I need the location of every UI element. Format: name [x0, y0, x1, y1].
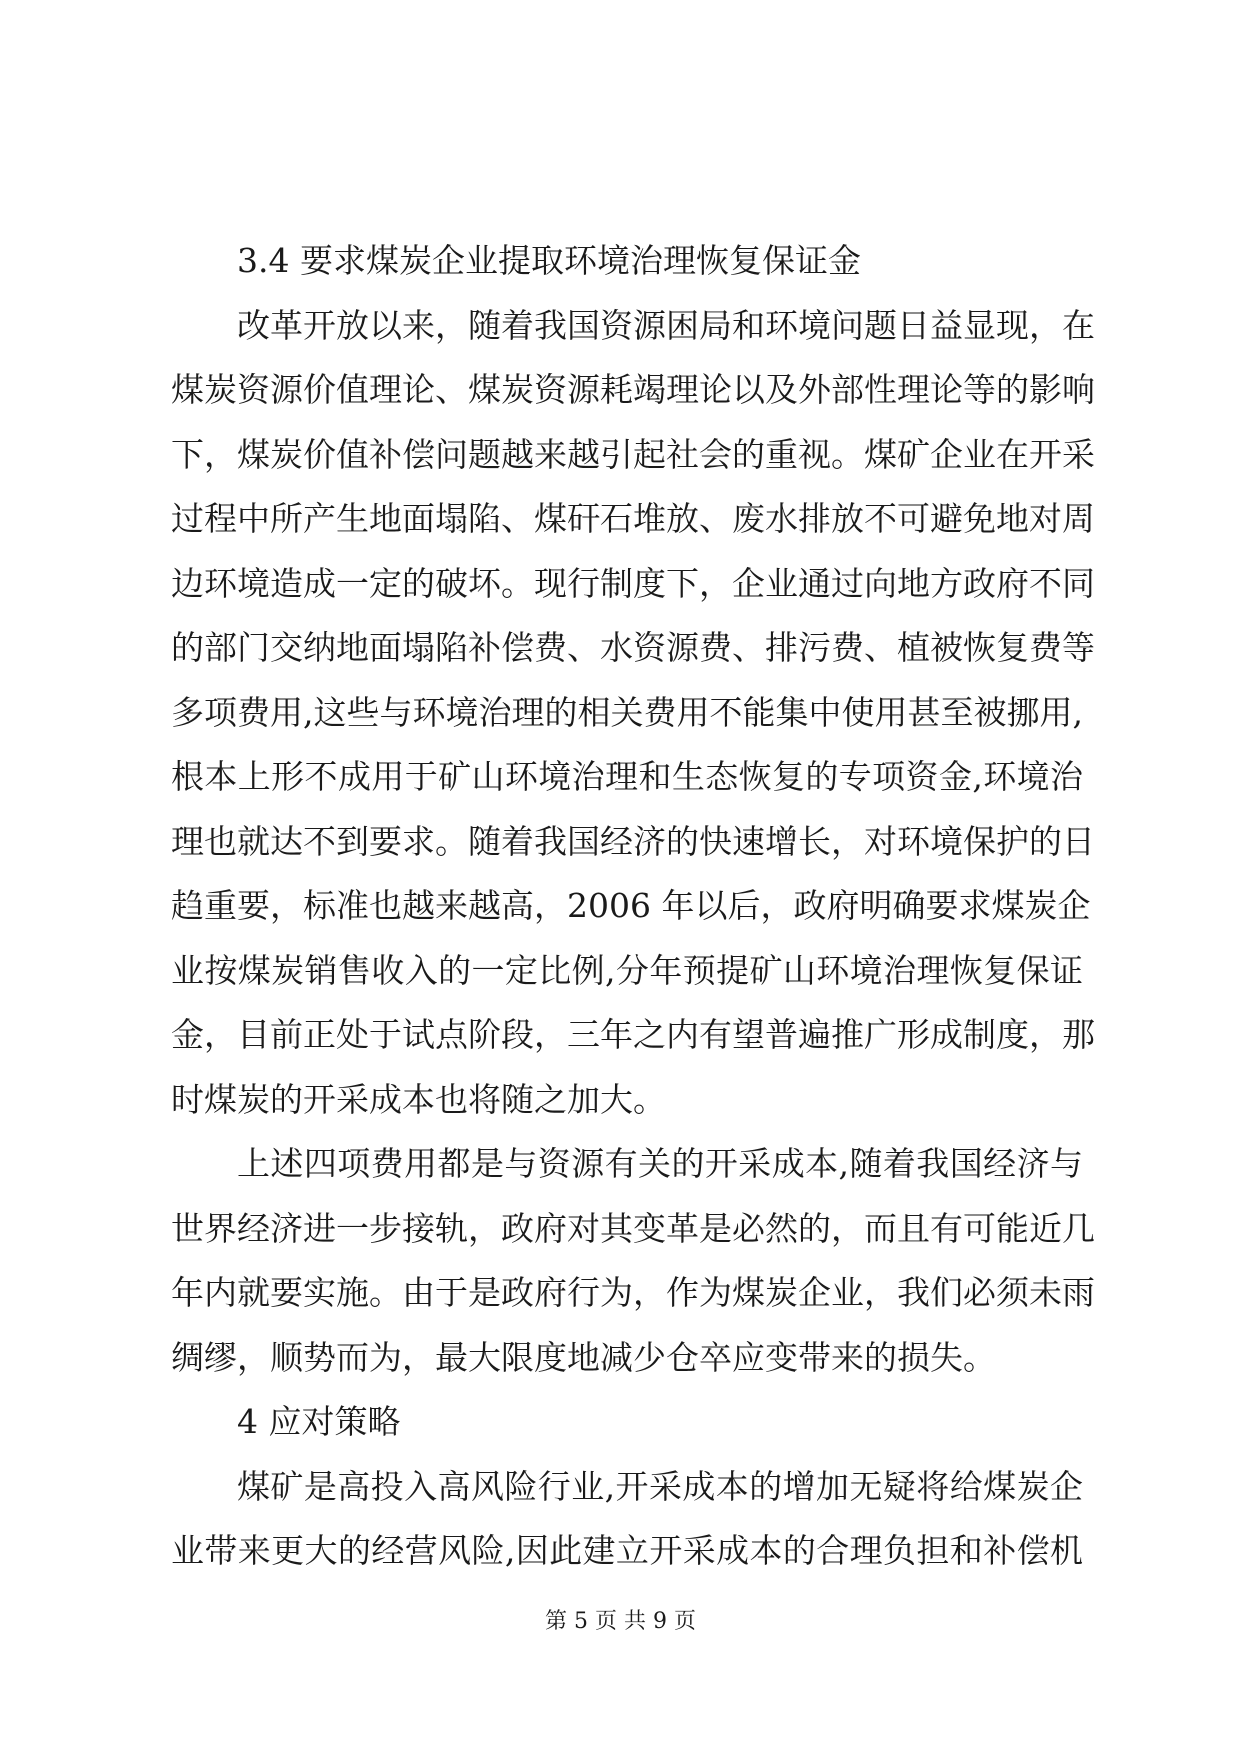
paragraph-line: 煤矿是高投入高风险行业,开采成本的增加无疑将给煤炭企 [237, 1466, 1083, 1506]
paragraph-line: 业按煤炭销售收入的一定比例,分年预提矿山环境治理恢复保证 [171, 950, 1083, 990]
page-number-footer: 第 5 页 共 9 页 [545, 1609, 696, 1634]
paragraph-line: 绸缪，顺势而为，最大限度地减少仓卒应变带来的损失。 [171, 1337, 996, 1377]
paragraph-line: 趋重要，标准也越来越高，2006 年以后，政府明确要求煤炭企 [171, 886, 1091, 925]
section-heading-4: 4 应对策略 [237, 1402, 401, 1441]
paragraph-2 [171, 1132, 1095, 1390]
paragraph-line: 煤炭资源价值理论、煤炭资源耗竭理论以及外部性理论等的影响 [171, 370, 1095, 409]
paragraph-3 [171, 1455, 1083, 1584]
paragraph-line: 改革开放以来，随着我国资源困局和环境问题日益显现，在 [237, 305, 1095, 345]
paragraph-line: 根本上形不成用于矿山环境治理和生态恢复的专项资金,环境治 [171, 757, 1083, 796]
document-body [171, 229, 1095, 1584]
paragraph-line: 过程中所产生地面塌陷、煤矸石堆放、废水排放不可避免地对周 [171, 499, 1095, 538]
section-heading-3-4: 3.4 要求煤炭企业提取环境治理恢复保证金 [237, 241, 861, 280]
paragraph-line: 时煤炭的开采成本也将随之加大。 [171, 1079, 666, 1119]
paragraph-line: 世界经济进一步接轨，政府对其变革是必然的，而且有可能近几 [171, 1208, 1095, 1248]
paragraph-line: 上述四项费用都是与资源有关的开采成本,随着我国经济与 [237, 1144, 1083, 1183]
paragraph-line: 下，煤炭价值补偿问题越来越引起社会的重视。煤矿企业在开采 [171, 434, 1095, 474]
paragraph-line: 金，目前正处于试点阶段，三年之内有望普遍推广形成制度，那 [171, 1015, 1095, 1054]
paragraph-line: 边环境造成一定的破坏。现行制度下，企业通过向地方政府不同 [171, 563, 1095, 603]
paragraph-line: 年内就要实施。由于是政府行为，作为煤炭企业，我们必须未雨 [171, 1273, 1095, 1312]
paragraph-line: 的部门交纳地面塌陷补偿费、水资源费、排污费、植被恢复费等 [171, 628, 1095, 667]
paragraph-1 [171, 294, 1095, 1133]
paragraph-line: 多项费用,这些与环境治理的相关费用不能集中使用甚至被挪用, [171, 692, 1083, 732]
paragraph-line: 理也就达不到要求。随着我国经济的快速增长，对环境保护的日 [171, 821, 1095, 861]
paragraph-line: 业带来更大的经营风险,因此建立开采成本的合理负担和补偿机 [171, 1531, 1083, 1570]
